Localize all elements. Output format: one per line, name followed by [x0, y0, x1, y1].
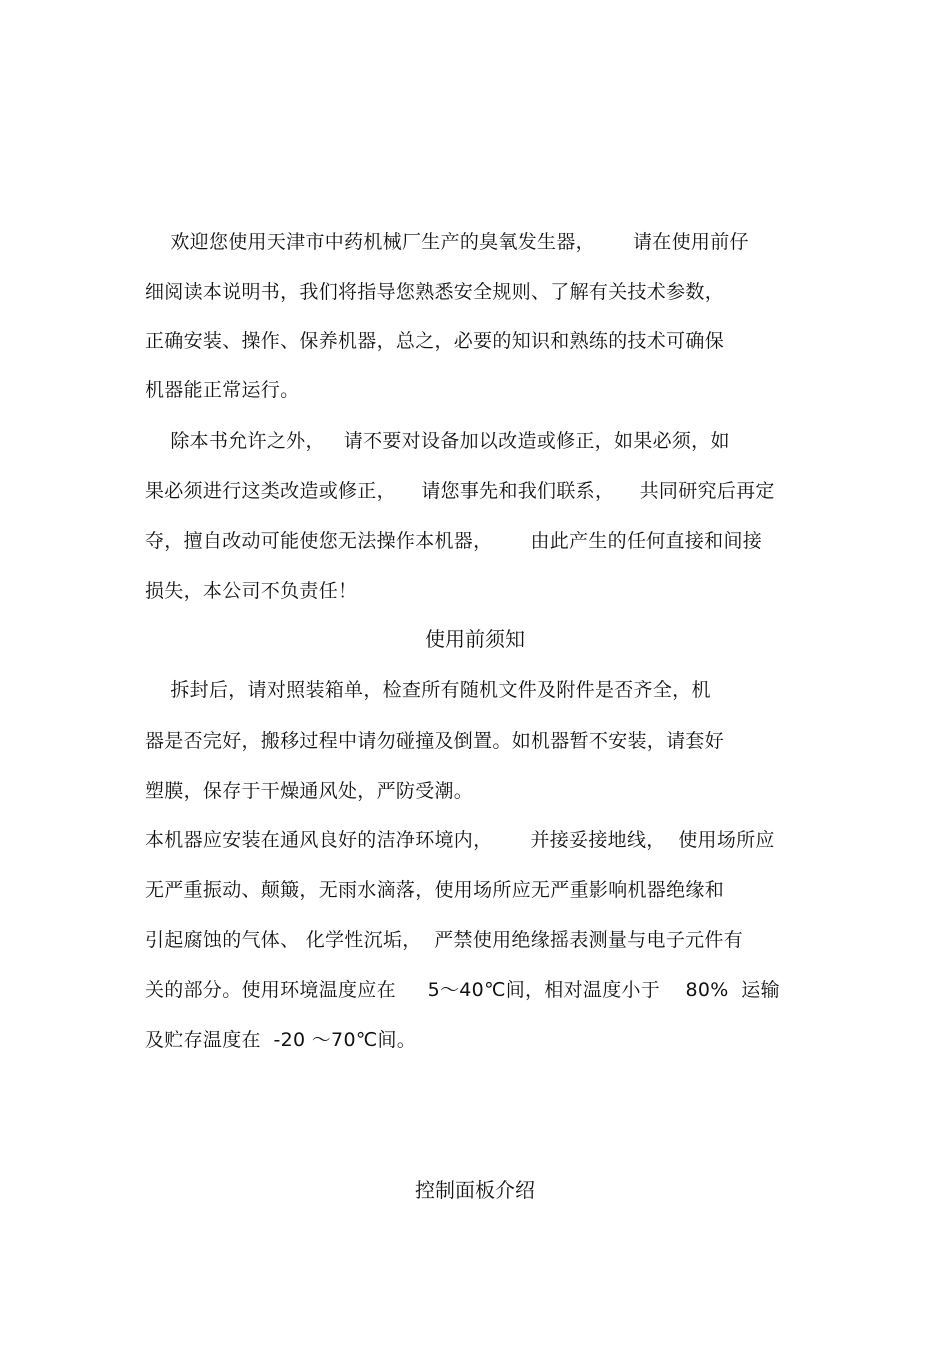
- intro-p1-line-4: 机器能正常运行。: [145, 379, 300, 401]
- section1-p2-line-1: 本机器应安装在通风良好的洁净环境内， 并接妥接地线， 使用场所应: [145, 829, 775, 851]
- intro-p1-line-3: 正确安装、操作、保养机器，总之，必要的知识和熟练的技术可确保: [145, 330, 725, 352]
- section1-p2-line-4: 关的部分。使用环境温度应在 5～40℃间，相对温度小于 80% 运输: [145, 979, 780, 1001]
- intro-p2-line-3: 夺，擅自改动可能使您无法操作本机器， 由此产生的任何直接和间接: [145, 530, 763, 552]
- section1-p1-line-2: 器是否完好，搬移过程中请勿碰撞及倒置。如机器暂不安装，请套好: [145, 730, 725, 752]
- section1-p1-line-1: 拆封后，请对照装箱单，检查所有随机文件及附件是否齐全，机: [145, 679, 711, 701]
- section1-p1-line-3: 塑膜，保存于干燥通风处，严防受潮。: [145, 780, 474, 802]
- intro-p2-line-1: 除本书允许之外， 请不要对设备加以改造或修正，如果必须，如: [145, 430, 730, 452]
- intro-p2-line-4: 损失，本公司不负责任！: [145, 580, 358, 602]
- section-title-control-panel: 控制面板介绍: [415, 1178, 535, 1202]
- section-title-before-use: 使用前须知: [425, 627, 525, 651]
- section1-p2-line-2: 无严重振动、颠簸，无雨水滴落，使用场所应无严重影响机器绝缘和: [145, 879, 725, 901]
- intro-p2-line-2: 果必须进行这类改造或修正， 请您事先和我们联系， 共同研究后再定: [145, 480, 775, 502]
- section1-p2-line-3: 引起腐蚀的气体、 化学性沉垢， 严禁使用绝缘摇表测量与电子元件有: [145, 929, 744, 951]
- section1-p2-line-5: 及贮存温度在 -20 ～70℃间。: [145, 1029, 417, 1051]
- intro-p1-line-2: 细阅读本说明书，我们将指导您熟悉安全规则、了解有关技术参数，: [145, 281, 725, 303]
- intro-p1-line-1: 欢迎您使用天津市中药机械厂生产的臭氧发生器， 请在使用前仔: [145, 231, 749, 253]
